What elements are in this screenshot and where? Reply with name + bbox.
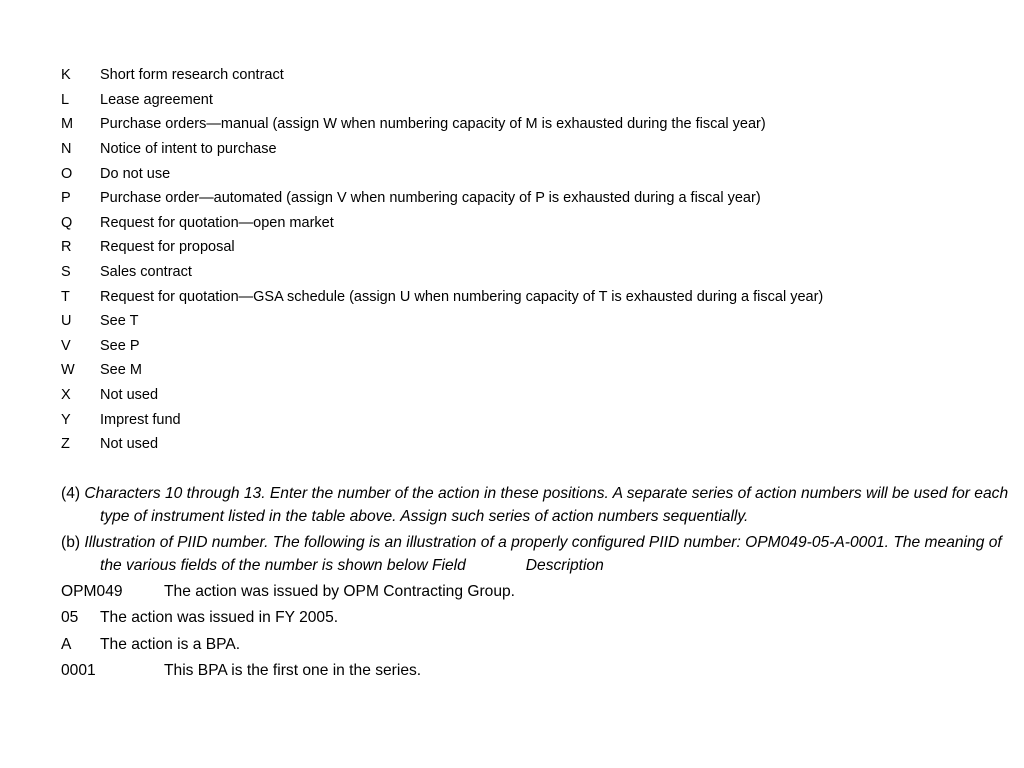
code-row [61,260,1001,285]
paragraph-text: Illustration of PIID number. The following is an illustration of a properly configured PIID number: OPM049-05-A-0001. The meaning of the various fields of the number is shown below Field [84,534,1002,574]
code-description: Request for quotation—open market [100,214,334,231]
code-row [61,309,1001,334]
paragraph-label: (b) [61,534,85,551]
field-row [61,660,421,682]
code-letter: X [61,387,71,404]
paragraph-piid-illustration [61,532,1010,577]
code-row [61,407,1001,432]
code-letter: Y [61,411,71,428]
code-description: Purchase orders—manual (assign W when numbering capacity of M is exhausted during the fiscal year) [100,116,766,133]
code-row [61,161,1001,186]
code-letter: L [61,91,70,108]
code-description: Sales contract [100,264,192,281]
code-row [61,358,1001,383]
field-code: A [61,636,72,653]
code-letter: M [61,116,74,133]
code-description: Not used [100,436,159,453]
code-letter: V [61,337,71,354]
code-row [61,186,1001,211]
code-letter: O [61,165,73,182]
field-code: 0001 [61,662,96,679]
code-letter: T [61,288,70,305]
code-row [61,137,1001,162]
field-row [61,634,240,656]
code-description: See M [100,362,142,379]
code-letter: K [61,67,71,84]
field-description: The action was issued in FY 2005. [100,609,339,626]
field-code: OPM049 [61,583,123,600]
field-row [61,607,338,629]
code-description: Notice of intent to purchase [100,141,277,158]
code-letter: S [61,264,71,281]
field-code: 05 [61,609,79,626]
code-letter: N [61,141,72,158]
code-description: See P [100,337,140,354]
code-description: Not used [100,387,159,404]
code-description: See T [100,313,139,330]
code-row [61,432,1001,457]
code-description: Lease agreement [100,91,213,108]
code-row [61,211,1001,236]
code-letter: Q [61,214,73,231]
code-description: Short form research contract [100,67,284,84]
paragraph-characters-10-13 [61,483,1010,528]
code-row [61,284,1001,309]
paragraph-label: (4) [61,485,85,502]
code-description: Imprest fund [100,411,181,428]
field-description: The action was issued by OPM Contracting Group. [164,583,516,600]
paragraph-text: Characters 10 through 13. Enter the number of the action in these positions. A separate series of action numbers will be used for each type of instrument listed in the table above. Assign such series of action numbers sequentially. [84,485,1009,525]
column-heading-description: Description [525,556,604,574]
code-letter: Z [61,436,70,453]
code-letter: U [61,313,72,330]
code-description: Request for proposal [100,239,235,256]
code-description: Do not use [100,165,171,182]
instrument-code-list [61,63,1001,457]
code-row [61,235,1001,260]
field-description: The action is a BPA. [100,636,241,653]
code-letter: P [61,190,71,207]
code-description: Request for quotation—GSA schedule (assign U when numbering capacity of T is exhausted during a fiscal year) [100,288,824,305]
code-row [61,112,1001,137]
code-row [61,88,1001,113]
code-description: Purchase order—automated (assign V when numbering capacity of P is exhausted during a fiscal year) [100,190,761,207]
code-row [61,63,1001,88]
code-row [61,383,1001,408]
code-letter: W [61,362,75,379]
field-description: This BPA is the first one in the series. [164,662,422,679]
code-row [61,334,1001,359]
field-row [61,581,515,603]
code-letter: R [61,239,72,256]
